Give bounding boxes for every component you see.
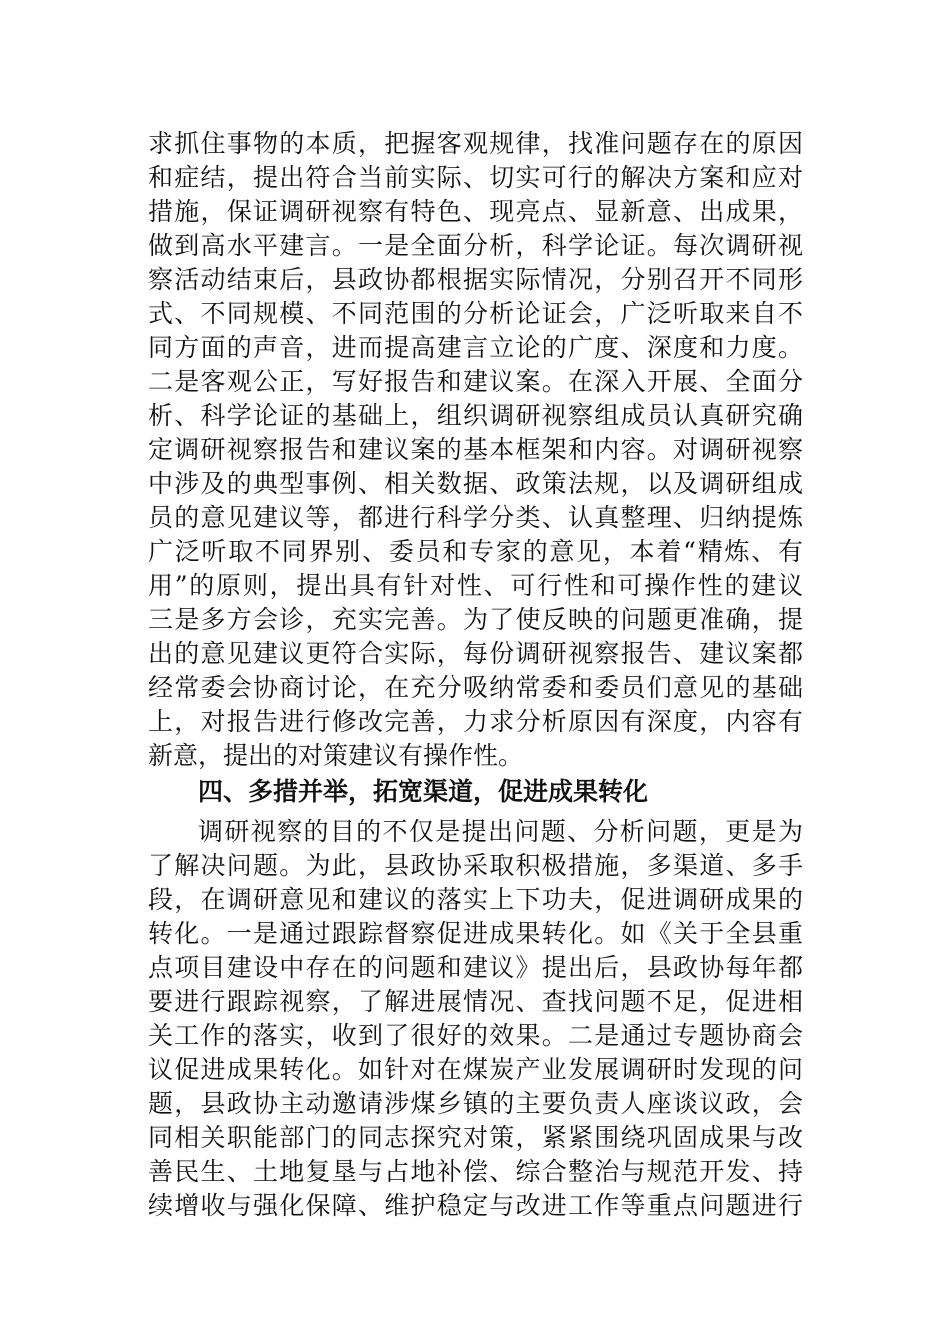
paragraph-line: 析、科学论证的基础上，组织调研视察组成员认真研究确 (148, 401, 803, 430)
paragraph-line: 要进行跟踪视察，了解进展情况、查找问题不足，促进相 (148, 987, 803, 1016)
paragraph-line: 三是多方会诊，充实完善。为了使反映的问题更准确，提 (148, 605, 803, 634)
paragraph-line: 调研视察的目的不仅是提出问题、分析问题，更是为 (198, 817, 803, 846)
paragraph-line: 定调研视察报告和建议案的基本框架和内容。对调研视察 (148, 435, 803, 464)
paragraph-line: 出的意见建议更符合实际，每份调研视察报告、建议案都 (148, 639, 803, 668)
paragraph-line: 议促进成果转化。如针对在煤炭产业发展调研时发现的问 (148, 1055, 803, 1084)
paragraph-line: 了解决问题。为此，县政协采取积极措施，多渠道、多手 (148, 851, 803, 880)
paragraph-line: 察活动结束后，县政协都根据实际情况，分别召开不同形 (148, 265, 803, 294)
section-heading: 四、多措并举，拓宽渠道，促进成果转化 (198, 777, 649, 806)
paragraph-line: 点项目建设中存在的问题和建议》提出后，县政协每年都 (148, 953, 803, 982)
paragraph-line: 善民生、土地复垦与占地补偿、综合整治与规范开发、持 (148, 1157, 803, 1186)
paragraph-line: 段，在调研意见和建议的落实上下功夫，促进调研成果的 (148, 885, 803, 914)
paragraph-line: 转化。一是通过跟踪督察促进成果转化。如《关于全县重 (148, 919, 803, 948)
paragraph-line: 式、不同规模、不同范围的分析论证会，广泛听取来自不 (148, 299, 803, 328)
paragraph-line: 新意，提出的对策建议有操作性。 (148, 741, 524, 770)
paragraph-line: 广泛听取不同界别、委员和专家的意见，本着“精炼、有 (148, 537, 803, 566)
paragraph-line: 措施，保证调研视察有特色、现亮点、显新意、出成果， (148, 197, 803, 226)
paragraph-line: 中涉及的典型事例、相关数据、政策法规，以及调研组成 (148, 469, 803, 498)
paragraph-line: 题，县政协主动邀请涉煤乡镇的主要负责人座谈议政，会 (148, 1089, 803, 1118)
paragraph-line: 经常委会协商讨论，在充分吸纳常委和委员们意见的基础 (148, 673, 803, 702)
paragraph-line: 和症结，提出符合当前实际、切实可行的解决方案和应对 (148, 163, 803, 192)
paragraph-line: 求抓住事物的本质，把握客观规律，找准问题存在的原因 (148, 129, 803, 158)
paragraph-line: 关工作的落实，收到了很好的效果。二是通过专题协商会 (148, 1021, 803, 1050)
paragraph-line: 员的意见建议等，都进行科学分类、认真整理、归纳提炼 (148, 503, 803, 532)
paragraph-line: 做到高水平建言。一是全面分析，科学论证。每次调研视 (148, 231, 803, 260)
paragraph-line: 续增收与强化保障、维护稳定与改进工作等重点问题进行 (148, 1191, 803, 1220)
paragraph-line: 二是客观公正，写好报告和建议案。在深入开展、全面分 (148, 367, 803, 396)
paragraph-line: 上，对报告进行修改完善，力求分析原因有深度，内容有 (148, 707, 803, 736)
paragraph-line: 同相关职能部门的同志探究对策，紧紧围绕巩固成果与改 (148, 1123, 803, 1152)
paragraph-line: 用”的原则，提出具有针对性、可行性和可操作性的建议 (148, 571, 803, 600)
paragraph-line: 同方面的声音，进而提高建言立论的广度、深度和力度。 (148, 333, 803, 362)
